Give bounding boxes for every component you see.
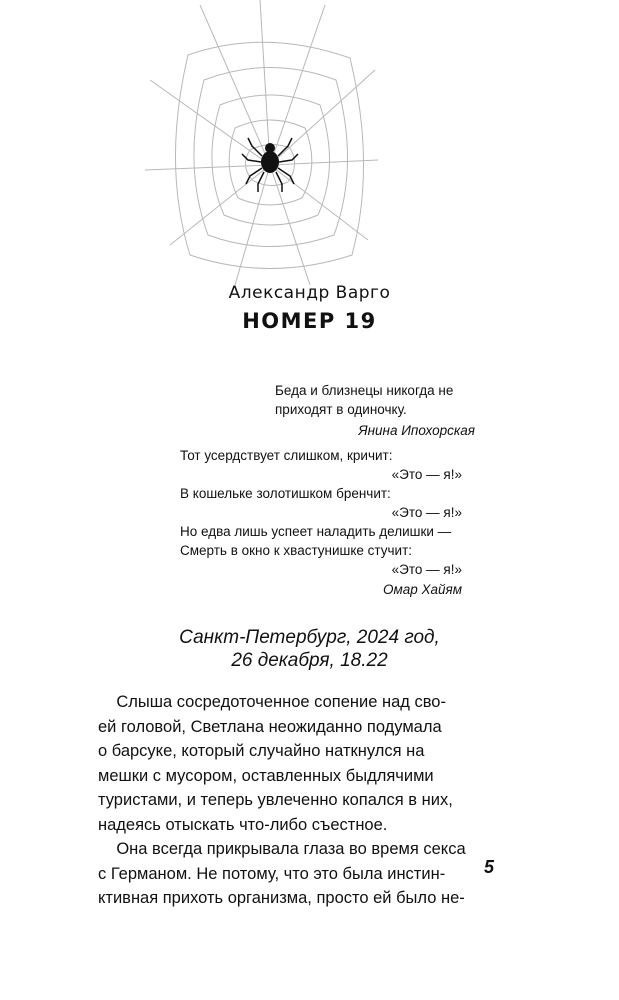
page-number: 5 xyxy=(484,857,495,877)
body-line: Она всегда прикрывала глаза во время секса xyxy=(98,840,466,858)
body-line: с Германом. Не потому, что это была инстин- xyxy=(98,864,446,883)
body-line: Слыша сосредоточенное сопение над сво- xyxy=(98,693,446,711)
body-line: надеясь отыскать что-либо съестное. xyxy=(98,815,388,834)
author-name: Александр Варго xyxy=(228,283,391,303)
epigraph-2-line: «Это — я!» xyxy=(391,467,462,482)
epigraph-2 xyxy=(180,446,462,599)
epigraph-1-line: приходят в одиночку. xyxy=(275,402,407,417)
body-line: ктивная прихоть организма, просто ей было не- xyxy=(98,889,465,907)
spider-icon xyxy=(242,138,298,192)
epigraph-2-line: Смерть в окно к хвастунишке стучит: xyxy=(180,543,413,558)
body-line: ей головой, Светлана неожиданно подумала xyxy=(98,717,442,736)
epigraph-2-attribution: Омар Хайям xyxy=(382,582,462,597)
epigraph-2-line: «Это — я!» xyxy=(391,505,462,520)
body-text xyxy=(98,690,470,911)
chapter-heading xyxy=(0,626,619,672)
epigraph-2-line: Тот усердствует слишком, кричит: xyxy=(180,448,393,463)
chapter-heading-line: 26 декабря, 18.22 xyxy=(231,650,388,671)
chapter-heading-line: Санкт-Петербург, 2024 год, xyxy=(179,627,440,648)
body-line: мешки с мусором, оставленных быдлячими xyxy=(98,766,434,785)
book-title: НОМЕР 19 xyxy=(242,309,377,333)
epigraph-1-line: Беда и близнецы никогда не xyxy=(275,383,454,398)
epigraph-2-line: В кошельке золотишком бренчит: xyxy=(180,486,391,501)
body-line: о барсуке, который случайно наткнулся на xyxy=(98,742,425,760)
epigraph-1 xyxy=(275,381,475,440)
epigraph-2-line: «Это — я!» xyxy=(391,562,462,577)
spider-web-illustration xyxy=(140,0,380,290)
body-line: туристами, и теперь увлеченно копался в них, xyxy=(98,791,453,809)
epigraph-2-line: Но едва лишь успеет наладить делишки — xyxy=(180,524,452,539)
epigraph-1-attribution: Янина Ипохорская xyxy=(358,423,475,438)
